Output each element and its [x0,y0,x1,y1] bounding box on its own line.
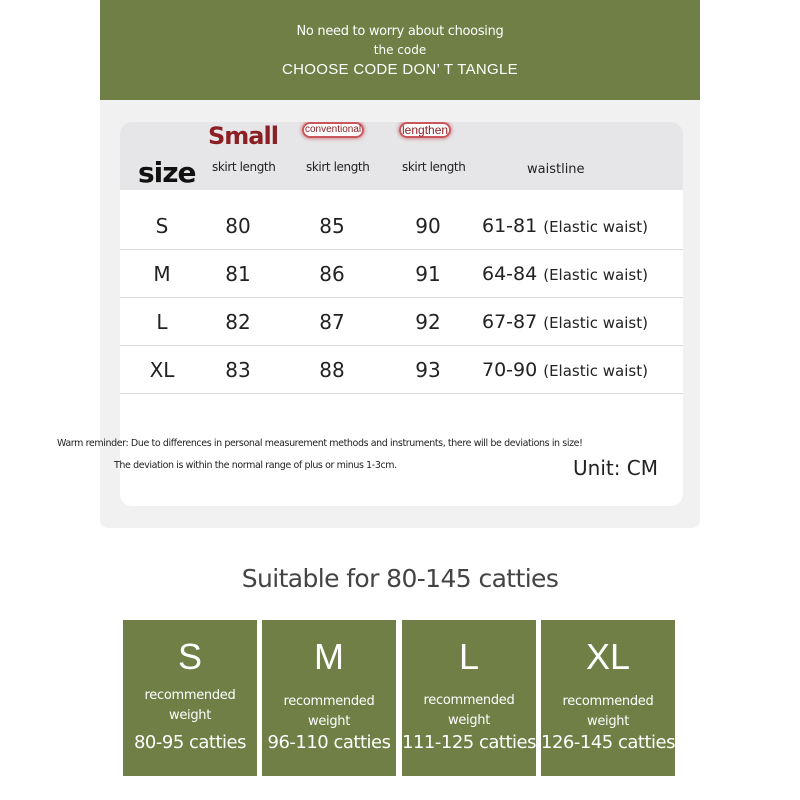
deviation-text: The deviation is within the normal range of plus or minus 1-3cm. [114,460,397,471]
conventional-length-cell: 86 [319,262,345,286]
header-banner [100,0,700,100]
header-line-2: the code [373,43,427,57]
weight-box-label: recommended weight [283,694,375,729]
waist-range: 67-87 [482,311,538,333]
small-length-cell: 82 [225,310,251,334]
weight-box-m [262,620,396,776]
skirt-length-label: skirt length [306,160,370,174]
table-row [120,298,683,346]
small-column-header: Small [208,122,278,150]
waistline-cell [482,311,648,333]
weight-box-size: S [177,636,202,677]
small-length-cell: 81 [225,262,251,286]
waist-note: (Elastic waist) [543,362,648,380]
waist-range: 61-81 [482,215,538,237]
weight-box-size: M [314,636,344,677]
weight-box-range: 80-95 catties [133,732,247,753]
skirt-length-label: skirt length [212,160,276,174]
weight-box-range: 96-110 catties [267,732,391,753]
waistline-cell [482,359,648,381]
size-column-header: size [138,156,196,189]
conventional-length-cell: 87 [319,310,345,334]
weight-box-s [123,620,257,776]
size-cell: S [155,214,169,238]
waist-note: (Elastic waist) [543,218,648,236]
suitable-weight-heading: Suitable for 80-145 catties [241,564,559,593]
lengthen-length-cell: 93 [415,358,441,382]
waistline-cell [482,215,648,237]
waist-range: 64-84 [482,263,538,285]
skirt-length-label: skirt length [402,160,466,174]
unit-label: Unit: CM [573,456,659,480]
conventional-length-cell: 85 [319,214,345,238]
weight-box-size: L [458,636,480,677]
size-cell: L [156,310,168,334]
weight-box-label: recommended weight [423,693,515,728]
weight-box-label: recommended weight [144,688,236,723]
weight-box-size: XL [585,636,631,677]
table-row [120,346,683,394]
waist-range: 70-90 [482,359,538,381]
weight-box-l [402,620,536,776]
lengthen-length-cell: 91 [415,262,441,286]
small-length-cell: 80 [225,214,251,238]
header-title: CHOOSE CODE DON’ T TANGLE [282,61,518,78]
weight-box-label: recommended weight [562,694,654,729]
conventional-column-header: conventional [302,122,364,138]
lengthen-length-cell: 90 [415,214,441,238]
waist-note: (Elastic waist) [543,314,648,332]
warm-reminder-text: Warm reminder: Due to differences in personal measurement methods and instruments, there will be deviations in size! [57,438,583,449]
size-cell: XL [149,358,175,382]
small-length-cell: 83 [225,358,251,382]
waistline-cell [482,263,648,285]
lengthen-column-header: lengthen [399,122,451,138]
waist-note: (Elastic waist) [543,266,648,284]
header-line-1: No need to worry about choosing [296,24,504,39]
size-cell: M [153,262,171,286]
table-header [120,122,683,190]
table-row [120,250,683,298]
weight-box-xl [541,620,675,776]
weight-box-range: 111-125 catties [402,732,536,753]
lengthen-length-cell: 92 [415,310,441,334]
table-row [120,202,683,250]
conventional-length-cell: 88 [319,358,345,382]
waistline-column-header: waistline [527,162,585,177]
weight-box-range: 126-145 catties [541,732,675,753]
